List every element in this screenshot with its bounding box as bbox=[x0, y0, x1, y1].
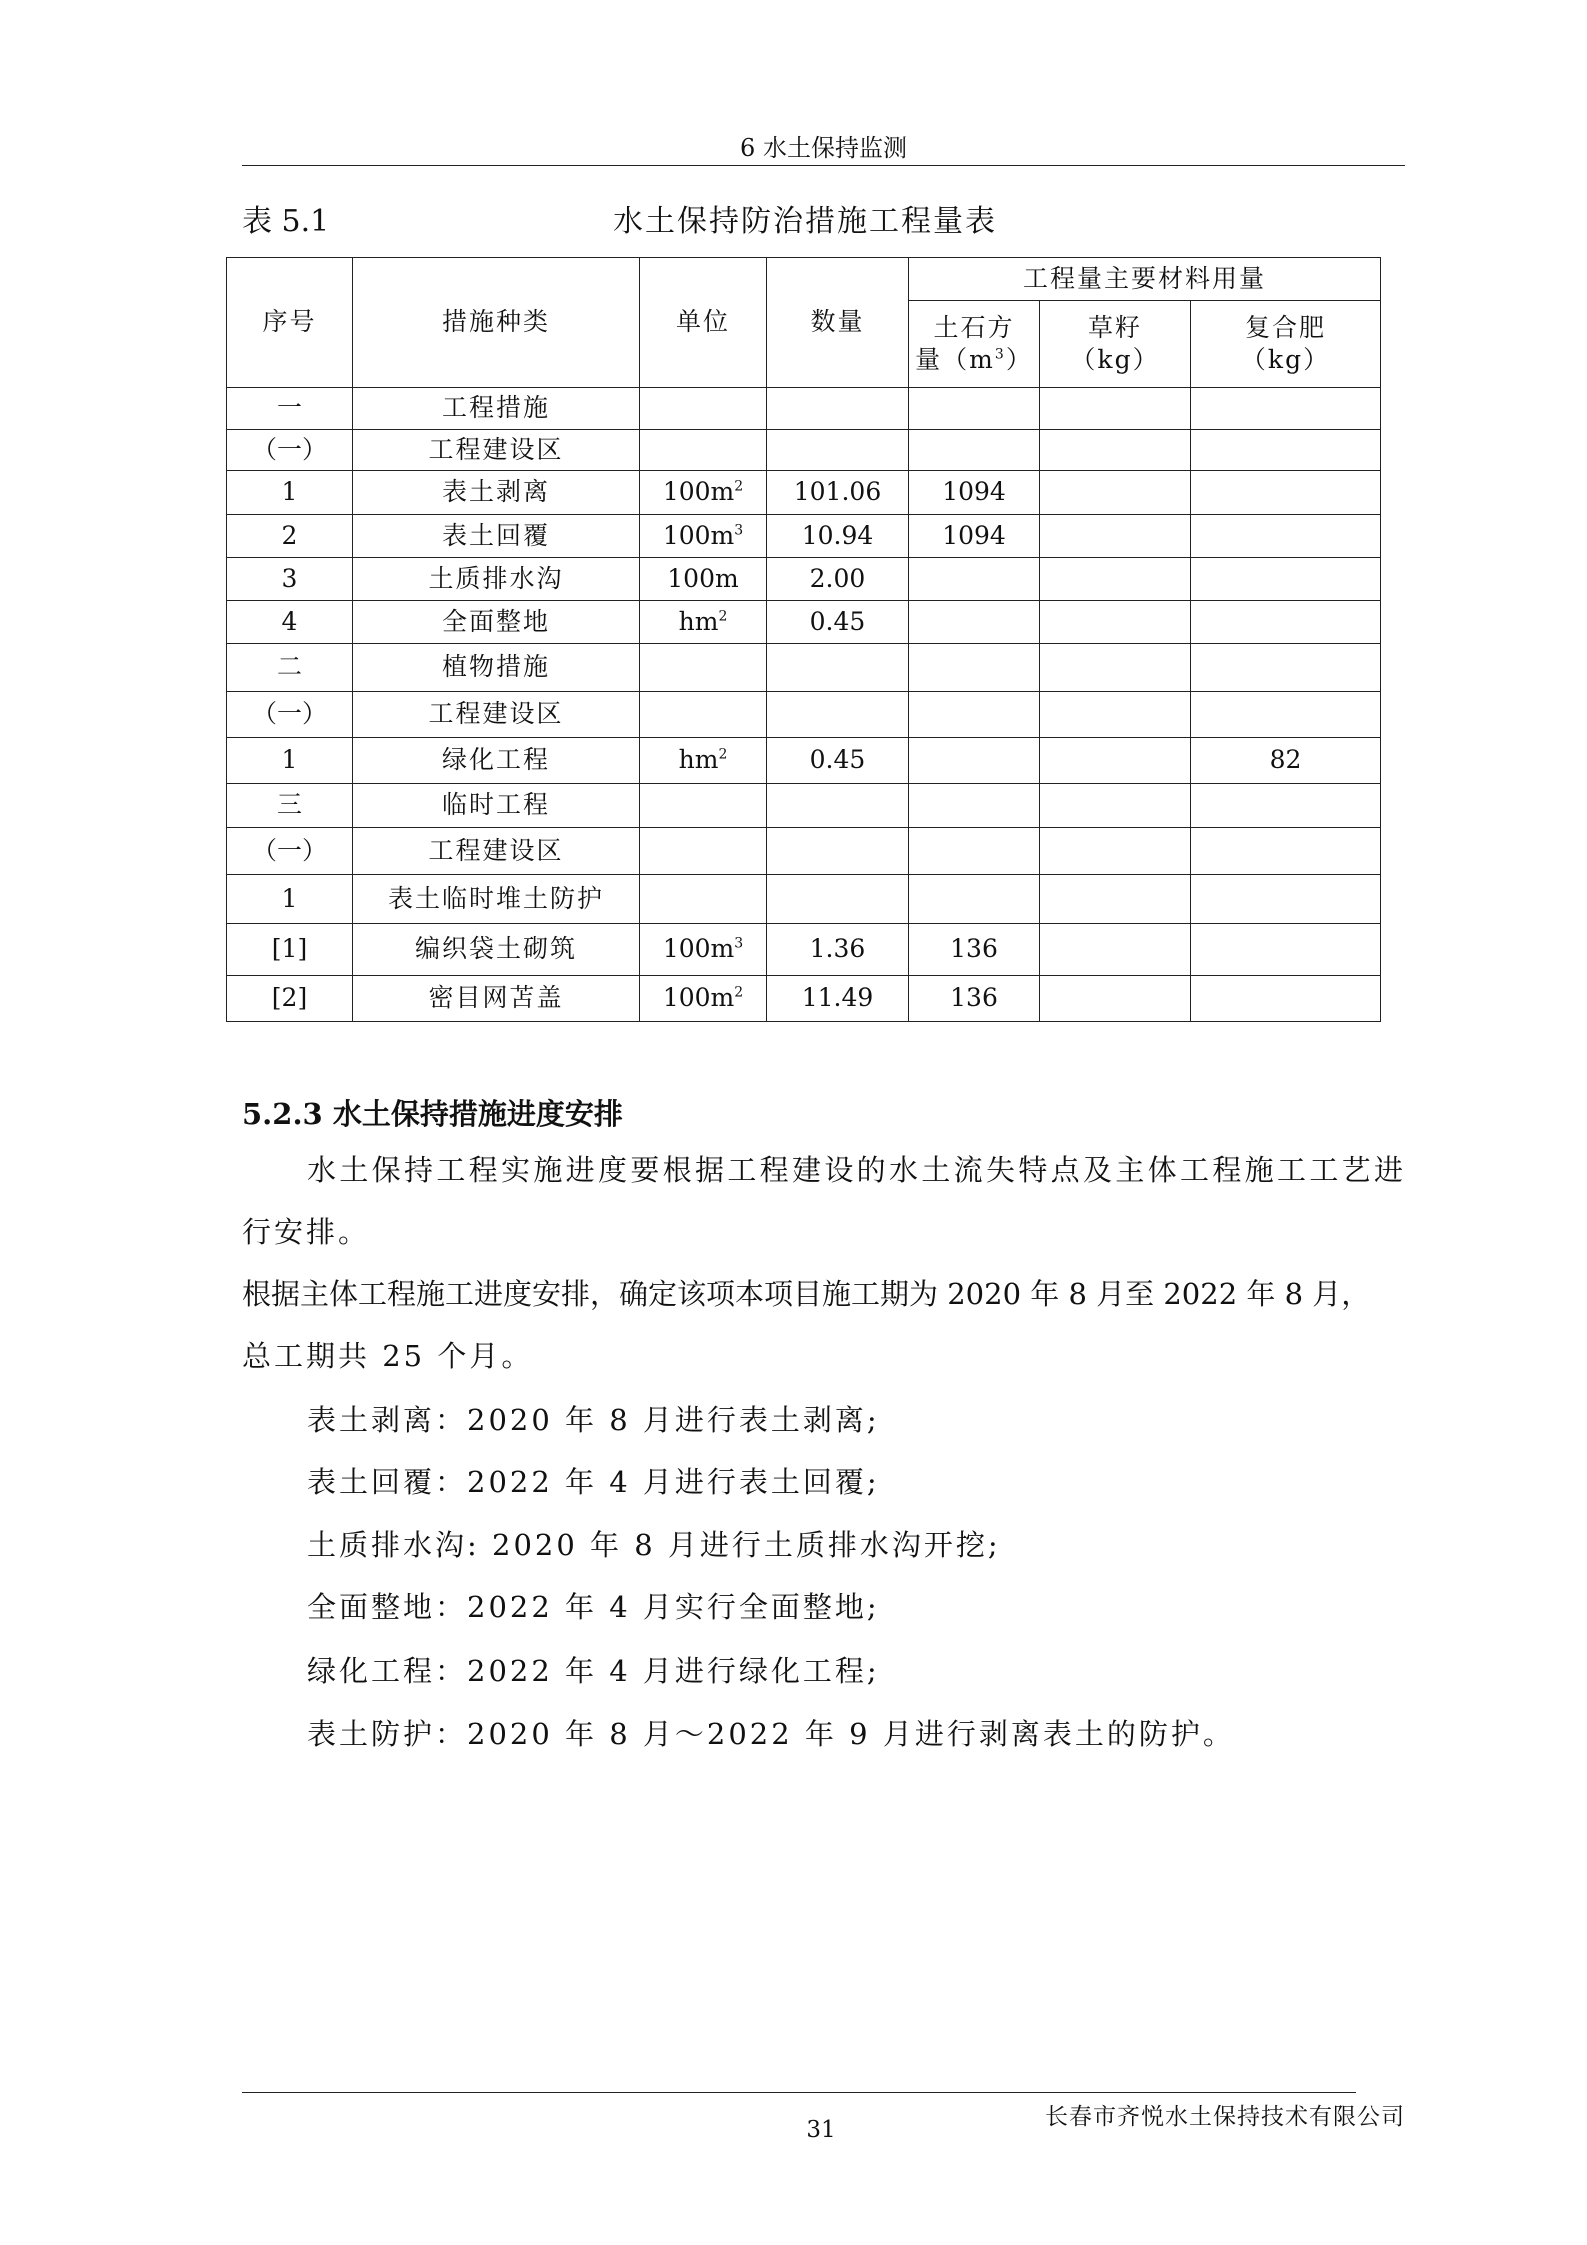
row-grass-seed bbox=[1040, 471, 1191, 515]
header-fert-line2: （kg） bbox=[1240, 345, 1331, 374]
row-earthwork bbox=[909, 601, 1040, 644]
row-fertilizer bbox=[1191, 558, 1381, 601]
row-fertilizer bbox=[1191, 976, 1381, 1022]
row-earthwork-text: 1094 bbox=[942, 520, 1006, 550]
body-paragraph-line: 水土保持工程实施进度要根据工程建设的水土流失特点及主体工程施工工艺进 bbox=[307, 1153, 1405, 1187]
row-earthwork bbox=[909, 471, 1040, 515]
footer-company: 长春市齐悦水土保持技术有限公司 bbox=[1045, 2104, 1405, 2130]
row-fertilizer bbox=[1191, 828, 1381, 875]
row-quantity bbox=[767, 644, 909, 692]
table-row bbox=[227, 601, 1381, 644]
row-earthwork-text: 136 bbox=[950, 934, 998, 964]
row-seq bbox=[227, 601, 353, 644]
row-unit-text: 100m bbox=[662, 934, 735, 964]
row-grass-seed bbox=[1040, 924, 1191, 976]
row-quantity bbox=[767, 471, 909, 515]
row-seq bbox=[227, 471, 353, 515]
row-quantity-text: 11.49 bbox=[801, 983, 874, 1013]
table-row bbox=[227, 976, 1381, 1022]
row-unit bbox=[640, 601, 767, 644]
row-seq-text: [1] bbox=[271, 934, 308, 964]
row-quantity-text: 2.00 bbox=[809, 563, 866, 593]
row-earthwork bbox=[909, 558, 1040, 601]
row-unit bbox=[640, 430, 767, 471]
row-unit bbox=[640, 976, 767, 1022]
row-earthwork bbox=[909, 738, 1040, 784]
row-fertilizer bbox=[1191, 644, 1381, 692]
row-unit-text: 100m bbox=[662, 520, 735, 550]
body-paragraph-line: 总工期共 25 个月。 bbox=[242, 1339, 534, 1373]
row-grass-seed bbox=[1040, 558, 1191, 601]
row-type-text: 工程措施 bbox=[441, 393, 550, 423]
row-seq-text: 一 bbox=[276, 393, 302, 423]
row-seq bbox=[227, 388, 353, 430]
body-paragraph-line: 绿化工程：2022 年 4 月进行绿化工程; bbox=[307, 1654, 880, 1688]
row-type-text: 编织袋土砌筑 bbox=[414, 934, 577, 964]
row-type-text: 绿化工程 bbox=[441, 745, 550, 775]
row-seq bbox=[227, 924, 353, 976]
row-fertilizer bbox=[1191, 430, 1381, 471]
row-quantity bbox=[767, 692, 909, 738]
row-earthwork-text: 1094 bbox=[942, 477, 1006, 507]
row-type bbox=[353, 515, 640, 558]
row-seq-text: （一） bbox=[251, 699, 327, 729]
table-caption-title: 水土保持防治措施工程量表 bbox=[613, 204, 997, 239]
row-grass-seed bbox=[1040, 875, 1191, 924]
row-type-text: 表土剥离 bbox=[441, 477, 550, 507]
row-type-text: 工程建设区 bbox=[428, 699, 564, 729]
row-earthwork bbox=[909, 644, 1040, 692]
row-fertilizer bbox=[1191, 692, 1381, 738]
row-earthwork bbox=[909, 924, 1040, 976]
row-unit bbox=[640, 828, 767, 875]
row-grass-seed bbox=[1040, 515, 1191, 558]
row-seq-text: （一） bbox=[251, 835, 327, 865]
table-caption-number: 表 5.1 bbox=[242, 204, 330, 239]
row-seq bbox=[227, 784, 353, 828]
row-earthwork bbox=[909, 430, 1040, 471]
running-header: 6 水土保持监测 bbox=[740, 134, 907, 162]
header-seq: 序号 bbox=[227, 258, 353, 388]
row-earthwork bbox=[909, 388, 1040, 430]
header-earthwork-line2: 量（m bbox=[915, 345, 995, 374]
row-quantity bbox=[767, 828, 909, 875]
header-grass-seed bbox=[1040, 301, 1191, 388]
row-grass-seed bbox=[1040, 738, 1191, 784]
unit-superscript: 2 bbox=[718, 746, 728, 763]
row-fertilizer bbox=[1191, 784, 1381, 828]
row-unit bbox=[640, 388, 767, 430]
row-quantity bbox=[767, 515, 909, 558]
row-fertilizer-text: 82 bbox=[1269, 745, 1302, 775]
row-grass-seed bbox=[1040, 388, 1191, 430]
measures-table bbox=[226, 257, 1381, 1022]
page-number: 31 bbox=[806, 2117, 836, 2143]
row-grass-seed bbox=[1040, 828, 1191, 875]
row-seq bbox=[227, 828, 353, 875]
table-row bbox=[227, 692, 1381, 738]
row-earthwork bbox=[909, 784, 1040, 828]
row-fertilizer bbox=[1191, 924, 1381, 976]
row-type bbox=[353, 558, 640, 601]
unit-superscript: 2 bbox=[734, 984, 744, 1001]
row-type bbox=[353, 828, 640, 875]
row-grass-seed bbox=[1040, 430, 1191, 471]
table-row bbox=[227, 515, 1381, 558]
row-earthwork bbox=[909, 515, 1040, 558]
row-seq bbox=[227, 430, 353, 471]
table-row bbox=[227, 558, 1381, 601]
row-grass-seed bbox=[1040, 784, 1191, 828]
header-grass-line2: （kg） bbox=[1070, 345, 1160, 374]
table-row bbox=[227, 875, 1381, 924]
row-unit bbox=[640, 784, 767, 828]
row-seq-text: 1 bbox=[281, 477, 298, 507]
table-row bbox=[227, 430, 1381, 471]
row-type bbox=[353, 471, 640, 515]
table-row bbox=[227, 828, 1381, 875]
table-row bbox=[227, 471, 1381, 515]
section-heading: 5.2.3 水土保持措施进度安排 bbox=[242, 1097, 623, 1131]
table-row bbox=[227, 644, 1381, 692]
row-quantity-text: 0.45 bbox=[809, 606, 866, 636]
row-seq-text: 3 bbox=[281, 563, 298, 593]
row-quantity bbox=[767, 784, 909, 828]
row-unit-text: 100m bbox=[667, 563, 739, 593]
row-fertilizer bbox=[1191, 471, 1381, 515]
row-unit-text: 100m bbox=[662, 477, 735, 507]
row-earthwork bbox=[909, 828, 1040, 875]
row-type bbox=[353, 784, 640, 828]
row-quantity-text: 10.94 bbox=[801, 520, 874, 550]
row-seq bbox=[227, 692, 353, 738]
body-paragraph-line: 表土剥离：2020 年 8 月进行表土剥离; bbox=[307, 1403, 880, 1437]
body-paragraph-line: 根据主体工程施工进度安排，确定该项本项目施工期为 2020 年 8 月至 2022 年 8 月， bbox=[242, 1277, 1371, 1311]
row-unit bbox=[640, 515, 767, 558]
row-seq-text: 1 bbox=[281, 745, 298, 775]
row-grass-seed bbox=[1040, 692, 1191, 738]
header-type: 措施种类 bbox=[353, 258, 640, 388]
row-seq bbox=[227, 738, 353, 784]
row-quantity bbox=[767, 558, 909, 601]
row-quantity-text: 1.36 bbox=[809, 934, 866, 964]
row-type-text: 全面整地 bbox=[441, 606, 550, 636]
row-quantity bbox=[767, 738, 909, 784]
row-seq bbox=[227, 515, 353, 558]
row-type-text: 土质排水沟 bbox=[428, 563, 564, 593]
row-fertilizer bbox=[1191, 601, 1381, 644]
row-earthwork bbox=[909, 692, 1040, 738]
body-paragraph-line: 土质排水沟: 2020 年 8 月进行土质排水沟开挖; bbox=[307, 1528, 1001, 1562]
unit-superscript: 2 bbox=[718, 608, 728, 625]
row-seq-text: （一） bbox=[251, 434, 327, 464]
row-unit bbox=[640, 924, 767, 976]
row-grass-seed bbox=[1040, 601, 1191, 644]
row-type-text: 工程建设区 bbox=[428, 835, 564, 865]
row-seq-text: 4 bbox=[281, 606, 298, 636]
row-unit bbox=[640, 558, 767, 601]
row-grass-seed bbox=[1040, 976, 1191, 1022]
row-type bbox=[353, 976, 640, 1022]
row-quantity-text: 101.06 bbox=[793, 477, 882, 507]
row-seq-text: 三 bbox=[276, 790, 302, 820]
header-earthwork-close: ） bbox=[1005, 345, 1033, 374]
header-rule bbox=[242, 165, 1405, 166]
row-type-text: 工程建设区 bbox=[428, 434, 564, 464]
row-type-text: 表土回覆 bbox=[441, 520, 550, 550]
row-type bbox=[353, 601, 640, 644]
row-seq-text: 1 bbox=[281, 883, 298, 913]
body-paragraph-line: 行安排。 bbox=[242, 1215, 371, 1249]
row-type bbox=[353, 692, 640, 738]
row-unit bbox=[640, 644, 767, 692]
row-fertilizer bbox=[1191, 875, 1381, 924]
header-quantity: 数量 bbox=[767, 258, 909, 388]
row-unit bbox=[640, 875, 767, 924]
header-earthwork-line1: 土石方 bbox=[933, 312, 1015, 342]
table-row bbox=[227, 738, 1381, 784]
row-type bbox=[353, 738, 640, 784]
row-unit bbox=[640, 692, 767, 738]
row-quantity bbox=[767, 875, 909, 924]
row-quantity bbox=[767, 976, 909, 1022]
table-row bbox=[227, 388, 1381, 430]
row-earthwork bbox=[909, 976, 1040, 1022]
body-paragraph-line: 表土防护：2020 年 8 月～2022 年 9 月进行剥离表土的防护。 bbox=[307, 1717, 1235, 1751]
row-type bbox=[353, 924, 640, 976]
row-fertilizer bbox=[1191, 738, 1381, 784]
header-fertilizer bbox=[1191, 301, 1381, 388]
row-quantity bbox=[767, 924, 909, 976]
table-row bbox=[227, 924, 1381, 976]
row-type bbox=[353, 388, 640, 430]
row-seq bbox=[227, 644, 353, 692]
header-earthwork bbox=[909, 301, 1040, 388]
row-earthwork-text: 136 bbox=[950, 983, 998, 1013]
row-unit-text: hm bbox=[678, 745, 719, 775]
row-seq-text: [2] bbox=[271, 983, 308, 1013]
row-type bbox=[353, 430, 640, 471]
row-type-text: 临时工程 bbox=[441, 790, 550, 820]
row-fertilizer bbox=[1191, 388, 1381, 430]
table-row bbox=[227, 784, 1381, 828]
row-type-text: 植物措施 bbox=[441, 652, 550, 682]
row-unit bbox=[640, 471, 767, 515]
body-paragraph-line: 表土回覆：2022 年 4 月进行表土回覆; bbox=[307, 1465, 880, 1499]
header-fert-line1: 复合肥 bbox=[1244, 312, 1326, 342]
row-quantity-text: 0.45 bbox=[809, 745, 866, 775]
header-grass-line1: 草籽 bbox=[1087, 312, 1142, 342]
unit-superscript: 3 bbox=[734, 935, 744, 952]
row-type-text: 表土临时堆土防护 bbox=[387, 883, 604, 913]
unit-superscript: 3 bbox=[734, 522, 744, 539]
row-fertilizer bbox=[1191, 515, 1381, 558]
row-unit bbox=[640, 738, 767, 784]
row-quantity bbox=[767, 430, 909, 471]
row-type bbox=[353, 644, 640, 692]
row-quantity bbox=[767, 601, 909, 644]
row-grass-seed bbox=[1040, 644, 1191, 692]
header-material-group: 工程量主要材料用量 bbox=[909, 258, 1381, 301]
row-seq bbox=[227, 558, 353, 601]
row-seq bbox=[227, 976, 353, 1022]
row-earthwork bbox=[909, 875, 1040, 924]
footer-rule bbox=[242, 2092, 1356, 2093]
row-unit-text: 100m bbox=[662, 983, 735, 1013]
row-seq-text: 二 bbox=[276, 652, 302, 682]
row-type bbox=[353, 875, 640, 924]
row-unit-text: hm bbox=[678, 606, 719, 636]
body-paragraph-line: 全面整地：2022 年 4 月实行全面整地; bbox=[307, 1590, 880, 1624]
row-type-text: 密目网苫盖 bbox=[428, 983, 564, 1013]
unit-superscript: 2 bbox=[734, 478, 744, 495]
header-unit: 单位 bbox=[640, 258, 767, 388]
row-quantity bbox=[767, 388, 909, 430]
row-seq bbox=[227, 875, 353, 924]
row-seq-text: 2 bbox=[281, 520, 298, 550]
header-earthwork-sup: 3 bbox=[994, 346, 1006, 363]
